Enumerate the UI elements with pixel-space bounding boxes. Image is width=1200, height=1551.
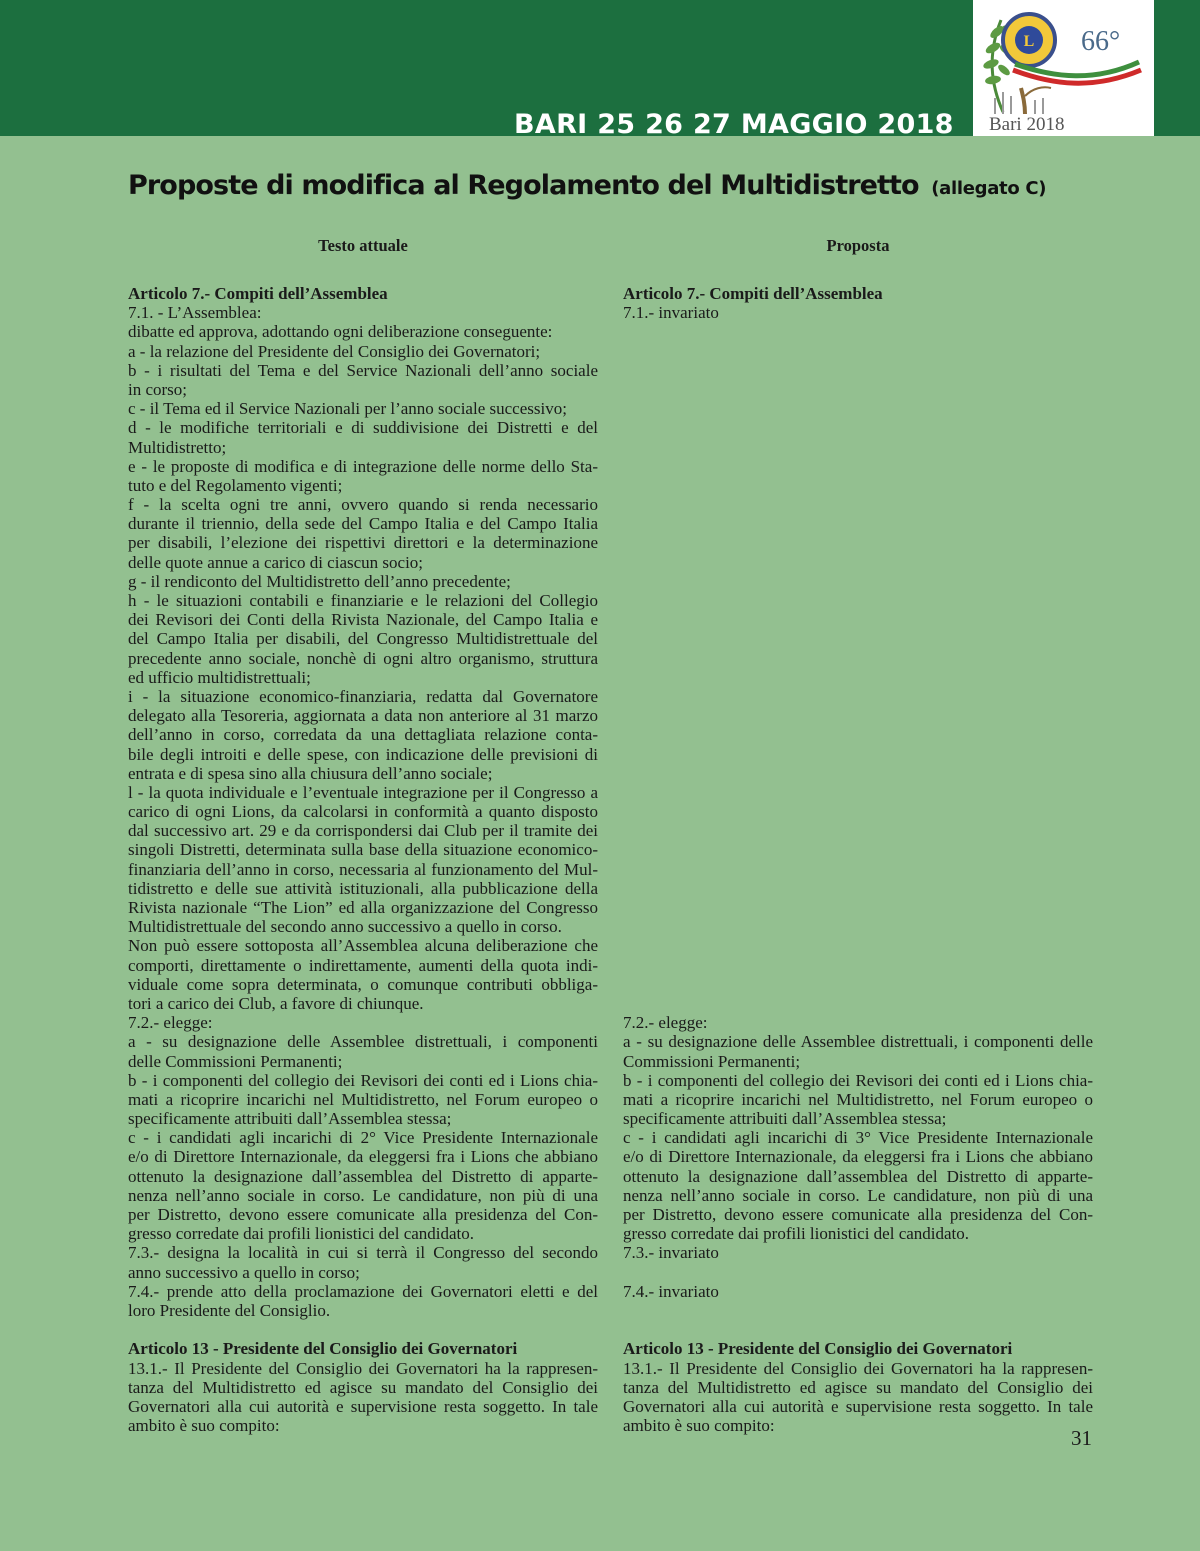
text-line: e/o di Direttore Internazionale, da eleggersi fra i Lions che abbiano [128, 1147, 598, 1167]
text-line: i - la situazione economico-finanziaria, redatta dal Governatore [128, 686, 598, 706]
text-line: e/o di Direttore Internazionale, da eleggersi fra i Lions che abbiano [623, 1147, 1093, 1167]
text-line: a - su designazione delle Assemblee distrettuali, i componenti delle [623, 1032, 1093, 1052]
text-line: per Distretto, devono essere comunicate alla presidenza del Con- [623, 1205, 1093, 1224]
blank-line [623, 898, 1093, 917]
text-line: 7.4.- invariato [623, 1281, 719, 1301]
text-line: gresso corredate dai profili lionistici del candidato. [128, 1224, 475, 1244]
text-line: mati a ricoprire incarichi nel Multidistretto, nel Forum europeo o [623, 1089, 1093, 1109]
logo-place: Bari 2018 [989, 114, 1065, 135]
text-line: ambito è suo compito: [128, 1416, 280, 1436]
event-date: BARI 25 26 27 MAGGIO 2018 [514, 109, 954, 140]
text-line: anno successivo a quello in corso; [128, 1262, 360, 1282]
text-line: precedente anno sociale, nonchè di ogni altro organismo, struttura [128, 648, 598, 668]
text-line: b - i componenti del collegio dei Revisori dei conti ed i Lions chia- [623, 1070, 1093, 1090]
blank-line [623, 553, 1093, 572]
blank-line [623, 322, 1093, 341]
blank-line [623, 956, 1093, 975]
text-line: viduale come sopra determinata, o comunque contributi obbliga- [128, 974, 598, 994]
logo-number: 66° [1081, 26, 1121, 57]
blank-line [623, 783, 1093, 802]
blank-line [623, 936, 1093, 955]
text-line: dei Revisori dei Conti della Rivista Nazionale, del Campo Italia e [128, 610, 598, 630]
proposal-body [623, 284, 1093, 1435]
blank-line [623, 361, 1093, 380]
text-line: Multidistretto; [128, 437, 227, 457]
blank-line [623, 457, 1093, 476]
blank-line [623, 879, 1093, 898]
text-line: h - le situazioni contabili e finanziarie e le relazioni del Collegio [128, 591, 598, 610]
blank-line [623, 745, 1093, 764]
blank-line [623, 418, 1093, 437]
text-line: finanziaria dell’anno in corso, necessaria al funzionamento del Mul- [128, 859, 598, 879]
blank-line [128, 1320, 598, 1339]
blank-line [623, 687, 1093, 706]
text-line: specificamente attribuiti dall’Assemblea stessa; [623, 1109, 947, 1129]
text-line: specificamente attribuiti dall’Assemblea stessa; [128, 1109, 452, 1129]
blank-line [623, 1301, 1093, 1320]
current-text-column [128, 234, 598, 1435]
blank-line [623, 821, 1093, 840]
blank-line [623, 706, 1093, 725]
text-line: c - i candidati agli incarichi di 2° Vice Presidente Internazionale [128, 1128, 598, 1148]
text-line: singoli Distretti, determinata sulla base della situazione economico- [128, 840, 598, 860]
text-line: a - su designazione delle Assemblee distrettuali, i componenti [128, 1032, 598, 1052]
page-title-annex: (allegato C) [931, 178, 1047, 199]
text-line: 7.3.- invariato [623, 1243, 719, 1263]
page-number: 31 [1071, 1426, 1092, 1450]
blank-line [623, 975, 1093, 994]
blank-line [623, 668, 1093, 687]
text-line: tori a carico dei Club, a favore di chiunque. [128, 993, 424, 1013]
text-line: bile degli introiti e delle spese, con indicazione delle previsioni di [128, 744, 598, 764]
text-line: ed ufficio multidistrettuali; [128, 667, 311, 687]
text-line: ambito è suo compito: [623, 1416, 775, 1436]
blank-line [623, 649, 1093, 668]
text-line: Commissioni Permanenti; [623, 1051, 801, 1071]
text-line: g - il rendiconto del Multidistretto dell’anno precedente; [128, 571, 511, 591]
text-line: tidistretto e delle sue attività istituzionali, alla pubblicazione della [128, 878, 598, 898]
blank-line [623, 572, 1093, 591]
blank-line [623, 399, 1093, 418]
blank-line [623, 476, 1093, 495]
text-line: l - la quota individuale e l’eventuale integrazione per il Congresso a [128, 782, 598, 802]
text-line: 13.1.- Il Presidente del Consiglio dei Governatori ha la rappresen- [623, 1358, 1093, 1378]
page-title-main: Proposte di modifica al Regolamento del Multidistretto [128, 170, 919, 201]
text-line: loro Presidente del Consiglio. [128, 1300, 331, 1320]
congress-logo [973, 0, 1154, 136]
text-line: mati a ricoprire incarichi nel Multidistretto, nel Forum europeo o [128, 1089, 598, 1109]
blank-line [623, 840, 1093, 859]
text-line: 7.2.- elegge: [623, 1013, 708, 1033]
text-line: d - le modifiche territoriali e di suddivisione dei Distretti e del [128, 418, 598, 438]
text-line: delegato alla Tesoreria, aggiornata a data non anteriore al 31 marzo [128, 706, 598, 726]
text-line: 7.1.- invariato [623, 303, 719, 323]
article-heading: Articolo 7.- Compiti dell’Assemblea [128, 284, 388, 303]
text-line: 13.1.- Il Presidente del Consiglio dei Governatori ha la rappresen- [128, 1358, 598, 1378]
text-line: c - il Tema ed il Service Nazionali per l’anno sociale successivo; [128, 399, 567, 419]
text-line: gresso corredate dai profili lionistici del candidato. [623, 1224, 970, 1244]
blank-line [623, 380, 1093, 399]
text-line: 7.2.- elegge: [128, 1013, 213, 1033]
text-line: nenza nell’anno sociale in corso. Le candidature, non più di una [623, 1185, 1093, 1205]
text-line: c - i candidati agli incarichi di 3° Vice Presidente Internazionale [623, 1128, 1093, 1148]
text-line: del Campo Italia per disabili, del Congresso Multidistrettuale del [128, 629, 598, 649]
text-line: a - la relazione del Presidente del Consiglio dei Governatori; [128, 341, 541, 361]
column-heading-proposal: Proposta [826, 236, 890, 255]
blank-line [623, 994, 1093, 1013]
blank-line [623, 342, 1093, 361]
blank-line [623, 860, 1093, 879]
text-line: delle quote annue a carico di ciascun socio; [128, 552, 424, 572]
text-line: tanza del Multidistretto ed agisce su mandato del Consiglio dei [128, 1377, 598, 1397]
blank-line [623, 610, 1093, 629]
text-line: Governatori alla cui autorità e supervisione resta soggetto. In tale [128, 1396, 598, 1416]
blank-line [623, 764, 1093, 783]
page-title [128, 170, 1046, 201]
text-line: 7.4.- prende atto della proclamazione dei Governatori eletti e del [128, 1281, 598, 1301]
text-line: comporti, direttamente o indirettamente, aumenti della quota indi- [128, 955, 598, 975]
text-line: tuto e del Regolamento vigenti; [128, 475, 343, 495]
text-line: 7.1. - L’Assemblea: [128, 303, 262, 323]
text-line: durante il triennio, della sede del Campo Italia e del Campo Italia [128, 514, 598, 534]
article-heading: Articolo 13 - Presidente del Consiglio dei Governatori [128, 1339, 518, 1359]
blank-line [623, 802, 1093, 821]
text-line: in corso; [128, 379, 188, 399]
text-line: dell’anno in corso, corredata da una dettagliata relazione conta- [128, 725, 598, 745]
column-heading-current: Testo attuale [318, 236, 408, 255]
text-line: entrata e di spesa sino alla chiusura dell’anno sociale; [128, 763, 493, 783]
blank-line [623, 533, 1093, 552]
blank-line [623, 438, 1093, 457]
blank-line [623, 591, 1093, 610]
text-line: ottenuto la designazione dall’assemblea del Distretto di apparte- [128, 1166, 598, 1186]
article-heading: Articolo 13 - Presidente del Consiglio dei Governatori [623, 1339, 1013, 1359]
blank-line [623, 917, 1093, 936]
text-line: dal successivo art. 29 e da corrispondersi dai Club per il tramite dei [128, 821, 598, 841]
text-line: Governatori alla cui autorità e supervisione resta soggetto. In tale [623, 1396, 1093, 1416]
blank-line [623, 725, 1093, 744]
text-line: nenza nell’anno sociale in corso. Le candidature, non più di una [128, 1185, 598, 1205]
text-line: e - le proposte di modifica e di integrazione delle norme dello Sta- [128, 456, 598, 476]
text-line: delle Commissioni Permanenti; [128, 1051, 343, 1071]
text-line: dibatte ed approva, adottando ogni deliberazione conseguente: [128, 322, 553, 342]
blank-line [623, 629, 1093, 648]
text-line: per Distretto, devono essere comunicate alla presidenza del Con- [128, 1205, 598, 1224]
text-line: ottenuto la designazione dall’assemblea del Distretto di apparte- [623, 1166, 1093, 1186]
blank-line [623, 514, 1093, 533]
text-line: carico di ogni Lions, da calcolarsi in conformità a quanto disposto [128, 802, 598, 822]
article-heading: Articolo 7.- Compiti dell’Assemblea [623, 284, 883, 303]
blank-line [623, 1320, 1093, 1339]
blank-line [623, 495, 1093, 514]
current-text-body [128, 284, 598, 1435]
text-line: b - i componenti del collegio dei Revisori dei conti ed i Lions chia- [128, 1070, 598, 1090]
proposal-column [623, 234, 1093, 1435]
text-line: per disabili, l’elezione dei rispettivi direttori e la determinazione [128, 533, 598, 553]
text-line: f - la scelta ogni tre anni, ovvero quando si renda necessario [128, 495, 598, 515]
text-line: 7.3.- designa la località in cui si terrà il Congresso del secondo [128, 1243, 598, 1263]
text-line: Rivista nazionale “The Lion” ed alla organizzazione del Congresso [128, 898, 598, 917]
text-line: tanza del Multidistretto ed agisce su mandato del Consiglio dei [623, 1377, 1093, 1397]
text-line: Non può essere sottoposta all’Assemblea alcuna deliberazione che [128, 936, 598, 956]
svg-text:L: L [1023, 33, 1035, 50]
text-line: b - i risultati del Tema e del Service Nazionali dell’anno sociale [128, 360, 598, 380]
text-line: Multidistrettuale del secondo anno successivo a quello in corso. [128, 917, 562, 937]
blank-line [623, 1263, 1093, 1282]
